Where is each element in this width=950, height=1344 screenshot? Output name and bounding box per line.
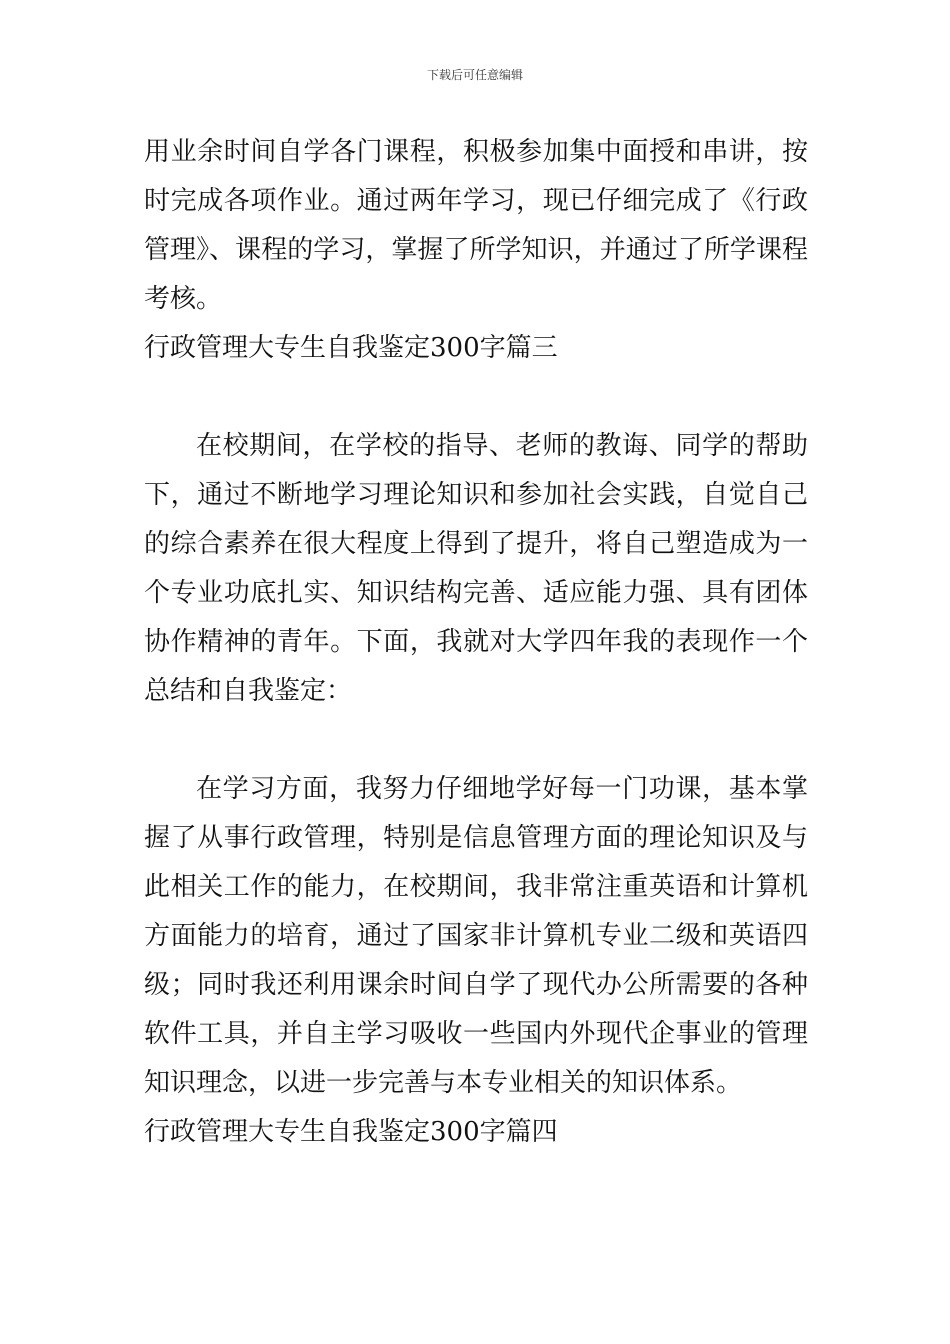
blank-line — [144, 373, 808, 422]
document-body — [144, 128, 808, 1157]
blank-line — [144, 716, 808, 765]
section-heading-four: 行政管理大专生自我鉴定300字篇四 — [144, 1117, 558, 1147]
paragraph-study: 在学习方面，我努力仔细地学好每一门功课，基本掌握了从事行政管理，特别是信息管理方面的理论知识及与此相关工作的能力，在校期间，我非常注重英语和计算机方面能力的培育，通过了国家非计算机专业二级和英语四级；同时我还利用课余时间自学了现代办公所需要的各种软件工具，并自主学习吸收一些国内外现代企事业的管理知识理念，以进一步完善与本专业相关的知识体系。 — [144, 774, 808, 1098]
header-note: 下载后可任意编辑 — [426, 68, 523, 82]
paragraph-intro: 在校期间，在学校的指导、老师的教诲、同学的帮助下，通过不断地学习理论知识和参加社会实践，自觉自己的综合素养在很大程度上得到了提升，将自己塑造成为一个专业功底扎实、知识结构完善、适应能力强、具有团体协作精神的青年。下面，我就对大学四年我的表现作一个总结和自我鉴定： — [144, 431, 808, 706]
paragraph-continuation: 用业余时间自学各门课程，积极参加集中面授和串讲，按时完成各项作业。通过两年学习，现已仔细完成了《行政管理》、课程的学习，掌握了所学知识，并通过了所学课程考核。 — [144, 137, 808, 314]
section-heading-three: 行政管理大专生自我鉴定300字篇三 — [144, 333, 558, 363]
